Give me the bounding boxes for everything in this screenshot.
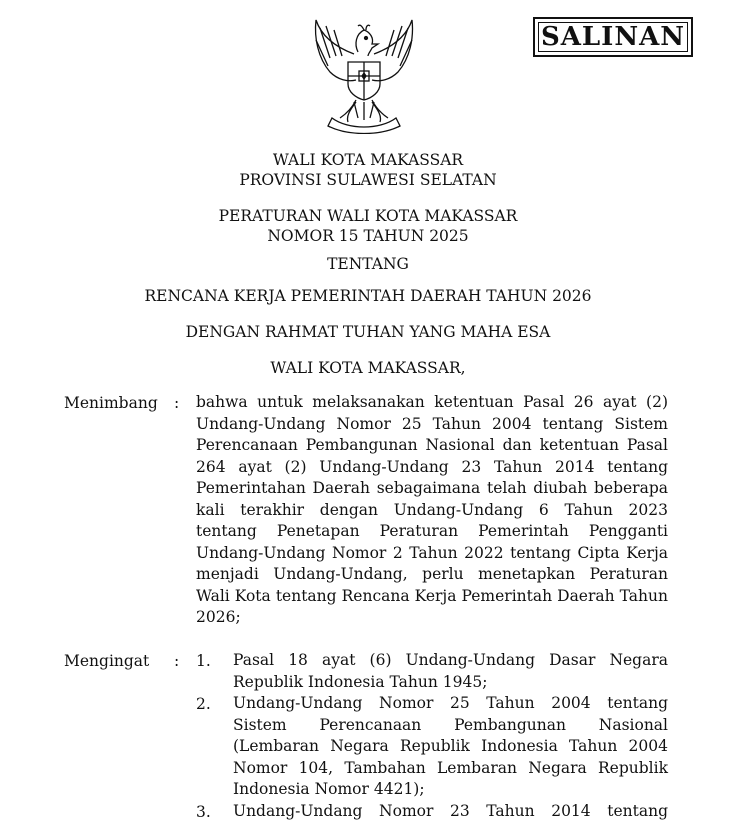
regulation-number: NOMOR 15 TAHUN 2025 (267, 227, 469, 245)
list-item-number: 2. (196, 695, 211, 713)
list-item: Undang-Undang Nomor 25 Tahun 2004 tentang Sistem Perencanaan Pembangunan Nasional (Lembaran Negara Republik Indonesia Tahun 2004 Nomor 104, Tambahan Lembaran Negara Republik Indonesia Nomor 4421); (233, 694, 668, 798)
garuda-emblem-icon (308, 18, 420, 134)
list-item: Undang-Undang Nomor 23 Tahun 2014 tentang (233, 802, 668, 820)
regulation-subject: RENCANA KERJA PEMERINTAH DAERAH TAHUN 2026 (144, 287, 592, 305)
mengingat-label: Mengingat (64, 652, 150, 670)
list-item: Pasal 18 ayat (6) Undang-Undang Dasar Negara Republik Indonesia Tahun 1945; (233, 651, 668, 691)
menimbang-colon: : (174, 394, 180, 412)
blessing-line: DENGAN RAHMAT TUHAN YANG MAHA ESA (185, 323, 551, 341)
menimbang-label: Menimbang (64, 394, 158, 412)
menimbang-text: bahwa untuk melaksanakan ketentuan Pasal 26 ayat (2) Undang-Undang Nomor 25 Tahun 2004 tentang Sistem Perencanaan Pembangunan Nasional dan ketentuan Pasal 264 ayat (2) Undang-Undang 23 Tahun 2014 tentang Pemerintahan Daerah sebagaimana telah diubah beberapa kali terakhir dengan Undang-Undang 6 Tahun 2023 tentang Penetapan Peraturan Pemerintah Pengganti Undang-Undang Nomor 2 Tahun 2022 tentang Cipta Kerja menjadi Undang-Undang, perlu menetapkan Peraturan Wali Kota tentang Rencana Kerja Pemerintah Daerah Tahun 2026; (196, 393, 668, 626)
regulation-title: PERATURAN WALI KOTA MAKASSAR (218, 207, 518, 225)
list-item-number: 3. (196, 803, 211, 821)
salinan-stamp (533, 17, 693, 57)
issuer-signature-line: WALI KOTA MAKASSAR, (270, 359, 466, 377)
mengingat-colon: : (174, 652, 180, 670)
stamp-text: SALINAN (540, 22, 686, 52)
about-heading: TENTANG (327, 255, 409, 273)
issuer-name: WALI KOTA MAKASSAR (272, 151, 464, 169)
province-name: PROVINSI SULAWESI SELATAN (239, 171, 497, 189)
list-item-number: 1. (196, 652, 211, 670)
